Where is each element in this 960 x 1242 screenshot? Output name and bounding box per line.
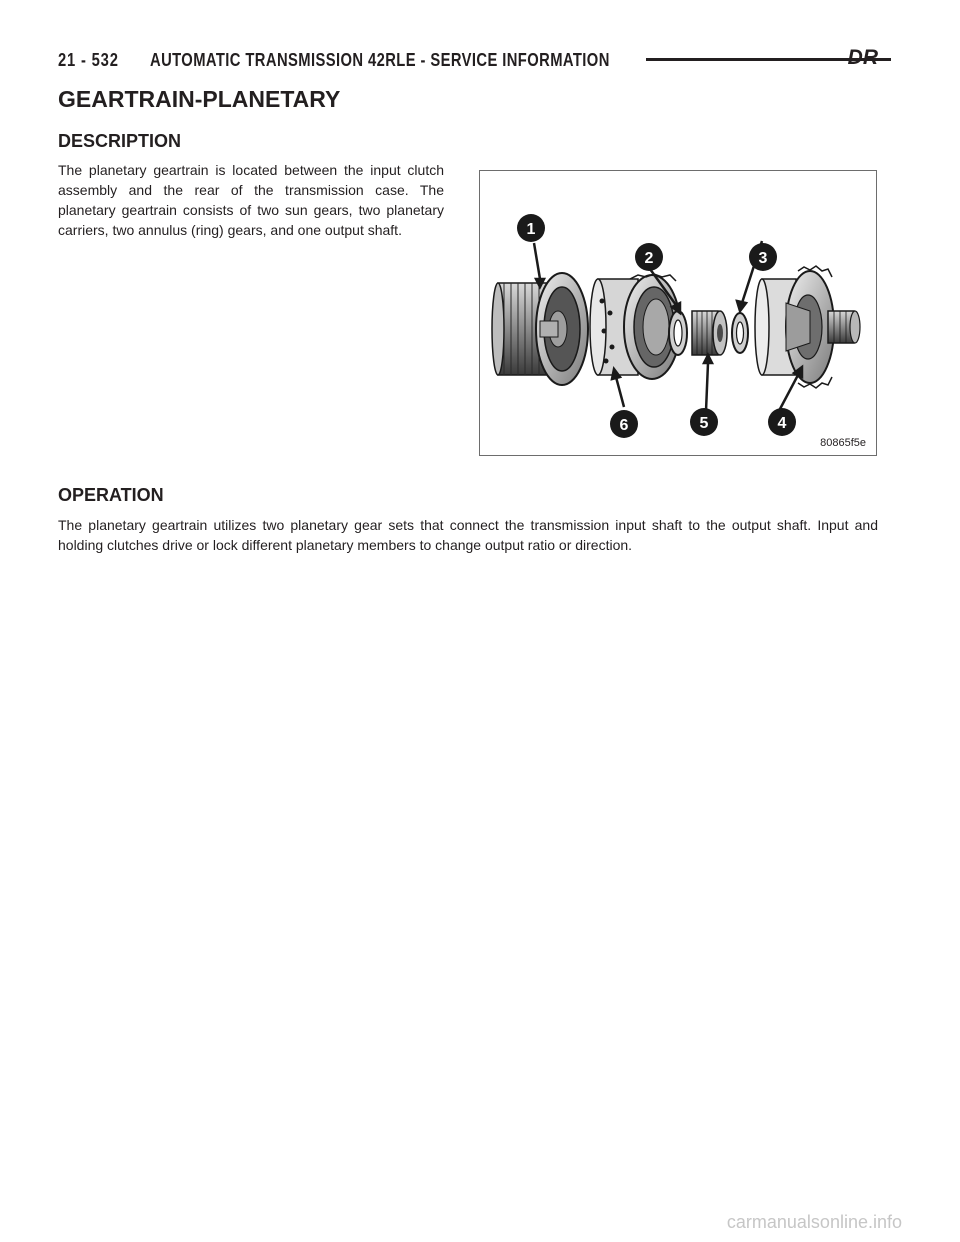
section-title: GEARTRAIN-PLANETARY bbox=[58, 86, 341, 112]
description-heading: DESCRIPTION bbox=[58, 131, 182, 151]
model-code: DR bbox=[847, 46, 878, 69]
thrust-bearing-part bbox=[732, 313, 748, 353]
svg-text:6: 6 bbox=[619, 417, 629, 434]
callout-6 bbox=[610, 410, 638, 438]
callout-5 bbox=[690, 408, 718, 436]
page-header bbox=[58, 46, 878, 74]
svg-text:2: 2 bbox=[644, 250, 654, 267]
manual-title: AUTOMATIC TRANSMISSION 42RLE - SERVICE INFORMATION bbox=[150, 49, 610, 70]
sun-gear-part bbox=[692, 311, 727, 355]
geartrain-illustration bbox=[480, 171, 876, 455]
figure-id: 80865f5e bbox=[820, 437, 866, 449]
svg-text:4: 4 bbox=[777, 415, 787, 432]
watermark: carmanualsonline.info bbox=[726, 1212, 902, 1232]
clutch-drum-part bbox=[492, 273, 588, 385]
svg-text:1: 1 bbox=[526, 221, 536, 238]
operation-heading: OPERATION bbox=[58, 485, 164, 505]
svg-text:5: 5 bbox=[699, 415, 709, 432]
description-text: The planetary geartrain is located between the input clutch assembly and the rear of the transmission case. The planetary geartrain consists of two sun gears, two planetary carriers, two annulus (ring) gears, and one output shaft. bbox=[58, 162, 444, 238]
callout-2 bbox=[635, 243, 663, 271]
callout-4 bbox=[768, 408, 796, 436]
page-number: 21 - 532 bbox=[58, 49, 119, 70]
output-shaft-part bbox=[755, 266, 860, 388]
thrust-washer-part bbox=[669, 311, 687, 355]
callout-1 bbox=[517, 214, 545, 242]
svg-text:3: 3 bbox=[758, 250, 768, 267]
operation-text: The planetary geartrain utilizes two planetary gear sets that connect the transmission input shaft to the output shaft. Input and holding clutches drive or lock different planetary members to change output ratio or direction. bbox=[58, 517, 878, 553]
callout-3 bbox=[749, 243, 777, 271]
geartrain-figure bbox=[479, 170, 877, 456]
